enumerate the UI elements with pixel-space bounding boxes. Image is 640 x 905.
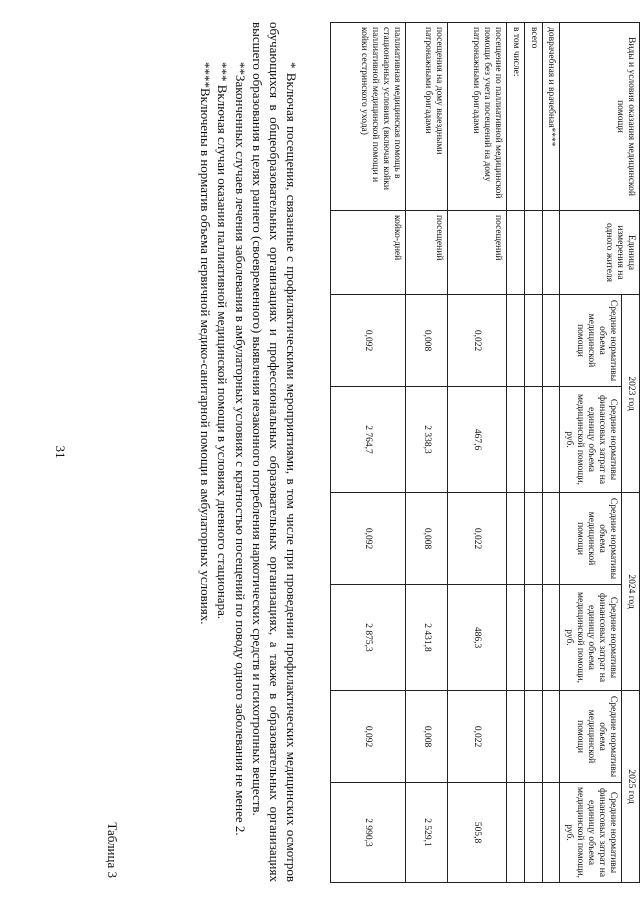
cell-cost-2024 xyxy=(506,585,524,691)
cell-volume-2024: 0,092 xyxy=(331,493,406,585)
cell-cost-2025 xyxy=(542,783,560,883)
row-unit: посещений xyxy=(448,211,507,295)
rotated-page-content xyxy=(80,22,640,882)
cell-cost-2023: 467,6 xyxy=(448,387,507,493)
row-label: доврачебная и врачебная**** xyxy=(542,23,560,211)
header-volume-2023: Средние нормативы объема медицинской помощи xyxy=(560,295,622,387)
table-row xyxy=(448,23,507,883)
cell-volume-2025 xyxy=(542,691,560,783)
cell-cost-2023: 2 764,7 xyxy=(331,387,406,493)
table-row xyxy=(542,23,560,883)
footnotes xyxy=(197,22,300,882)
footnote-1: * Включая посещения, связанные с профилактическими мероприятиями, в том числе при проведении профилактических медицинских осмотров обучающихся в общеобразовательных организациях и профессиональных образовательных организациях, а также в образовательных организациях высшего образования в целях раннего (своевременного) выявления незаконного потребления наркотических средств и психотропных веществ. xyxy=(249,22,299,882)
header-cost-2025: Средние нормативы финансовых затрат на единицу объема медицинской помощи, руб. xyxy=(560,783,622,883)
cell-volume-2023 xyxy=(506,295,524,387)
cell-cost-2025 xyxy=(524,783,542,883)
cell-cost-2023 xyxy=(542,387,560,493)
cell-volume-2025: 0,022 xyxy=(448,691,507,783)
cell-cost-2025 xyxy=(506,783,524,883)
cell-cost-2025: 505,8 xyxy=(448,783,507,883)
normatives-table xyxy=(330,22,640,883)
footnote-4: ****Включены в норматив объема первичной медико-санитарной помощи в амбулаторных условиях. xyxy=(198,62,214,625)
cell-cost-2023 xyxy=(506,387,524,493)
cell-volume-2023: 0,092 xyxy=(331,295,406,387)
footnote-2: **Законченных случаев лечения заболевания в амбулаторных условиях с кратностью посещений по поводу одного заболевания не менее 2. xyxy=(232,62,248,836)
table-row xyxy=(506,23,524,883)
cell-volume-2023: 0,022 xyxy=(448,295,507,387)
cell-cost-2024 xyxy=(542,585,560,691)
row-label: всего xyxy=(524,23,542,211)
row-label: посещение по паллиативной медицинской помощи без учета посещений на дому патронажными бригадами xyxy=(448,23,507,211)
cell-cost-2024: 2 431,8 xyxy=(405,585,447,691)
cell-cost-2023: 2 338,3 xyxy=(405,387,447,493)
cell-cost-2024: 486,3 xyxy=(448,585,507,691)
cell-cost-2024: 2 875,3 xyxy=(331,585,406,691)
cell-volume-2024 xyxy=(542,493,560,585)
table-row xyxy=(405,23,447,883)
cell-volume-2023: 0,008 xyxy=(405,295,447,387)
cell-volume-2024: 0,022 xyxy=(448,493,507,585)
header-cost-2024: Средние нормативы финансовых затрат на единицу объема медицинской помощи, руб. xyxy=(560,585,622,691)
row-unit xyxy=(524,211,542,295)
cell-cost-2025: 2 529,1 xyxy=(405,783,447,883)
header-row-years xyxy=(622,23,640,883)
row-unit: койко-дней xyxy=(331,211,406,295)
cell-volume-2025 xyxy=(506,691,524,783)
cell-volume-2023 xyxy=(524,295,542,387)
header-year-2024: 2024 год xyxy=(622,493,640,691)
header-year-2023: 2023 год xyxy=(622,295,640,493)
cell-volume-2025: 0,092 xyxy=(331,691,406,783)
header-volume-2024: Средние нормативы объема медицинской помощи xyxy=(560,493,622,585)
table-caption: Таблица 3 xyxy=(105,822,120,878)
table-row xyxy=(331,23,406,883)
cell-volume-2025: 0,008 xyxy=(405,691,447,783)
header-kind: Виды и условия оказания медицинской помощи xyxy=(560,23,640,211)
cell-cost-2024 xyxy=(524,585,542,691)
header-unit: Единица измерения на одного жителя xyxy=(560,211,640,295)
row-unit xyxy=(542,211,560,295)
row-label: паллиативная медицинская помощь в стационарных условиях (включая койки паллиативной медицинской помощи и койки сестринского ухода) xyxy=(331,23,406,211)
cell-cost-2025: 2 990,3 xyxy=(331,783,406,883)
cell-volume-2023 xyxy=(542,295,560,387)
cell-volume-2024: 0,008 xyxy=(405,493,447,585)
table-row xyxy=(524,23,542,883)
row-unit xyxy=(506,211,524,295)
cell-volume-2024 xyxy=(506,493,524,585)
row-label: в том числе: xyxy=(506,23,524,211)
page-number: 31 xyxy=(53,445,68,459)
header-year-2025: 2025 год xyxy=(622,691,640,883)
cell-volume-2025 xyxy=(524,691,542,783)
cell-cost-2023 xyxy=(524,387,542,493)
header-volume-2025: Средние нормативы объема медицинской помощи xyxy=(560,691,622,783)
row-label: посещения на дому выездными патронажными бригадами xyxy=(405,23,447,211)
cell-volume-2024 xyxy=(524,493,542,585)
header-cost-2023: Средние нормативы финансовых затрат на единицу объема медицинской помощи, руб. xyxy=(560,387,622,493)
footnote-3: *** Включая случаи оказания паллиативной медицинской помощи в условиях дневного стационара. xyxy=(215,62,231,620)
row-unit: посещений xyxy=(405,211,447,295)
